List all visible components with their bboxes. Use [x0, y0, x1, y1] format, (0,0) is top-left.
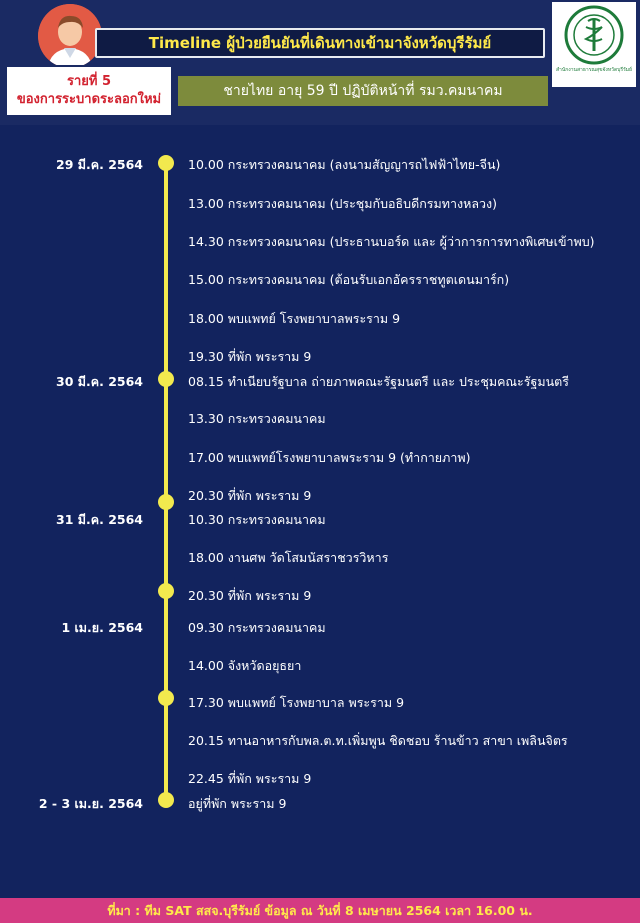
ministry-logo	[552, 2, 636, 87]
public-health-seal-icon	[564, 5, 624, 65]
timeline-event: อยู่ที่พัก พระราม 9	[188, 796, 287, 811]
timeline-dot	[158, 155, 174, 171]
timeline-dot	[158, 792, 174, 808]
page-title: Timeline ผู้ป่วยยืนยันที่เดินทางเข้ามาจังหวัดบุรีรัมย์	[95, 28, 545, 58]
patient-info: ชายไทย อายุ 59 ปี ปฏิบัติหน้าที่ รมว.คมนาคม	[178, 76, 548, 106]
timeline-dot	[158, 371, 174, 387]
timeline-date: 31 มี.ค. 2564	[56, 512, 143, 527]
timeline-line	[164, 162, 168, 802]
timeline-dot	[158, 690, 174, 706]
timeline-event: 17.00 พบแพทย์โรงพยาบาลพระราม 9 (ทำกายภาพ)	[188, 450, 471, 465]
case-badge	[5, 65, 173, 117]
timeline-event: 18.00 งานศพ วัดโสมนัสราชวรวิหาร	[188, 550, 389, 565]
timeline-event: 13.30 กระทรวงคมนาคม	[188, 411, 326, 426]
timeline-event: 20.15 ทานอาหารกับพล.ต.ท.เพิ่มพูน ชิดชอบ ร้านข้าว สาขา เพลินจิตร	[188, 733, 568, 748]
timeline-date: 2 - 3 เม.ย. 2564	[38, 796, 143, 811]
timeline-event: 15.00 กระทรวงคมนาคม (ต้อนรับเอกอัครราชทูตเดนมาร์ก)	[188, 272, 510, 287]
timeline-event: 20.30 ที่พัก พระราม 9	[188, 488, 312, 503]
timeline-event: 09.30 กระทรวงคมนาคม	[188, 620, 326, 635]
timeline-event: 22.45 ที่พัก พระราม 9	[188, 771, 312, 786]
avatar	[38, 4, 102, 68]
timeline-dot	[158, 583, 174, 599]
source-footer: ที่มา : ทีม SAT สสจ.บุรีรัมย์ ข้อมูล ณ วันที่ 8 เมษายน 2564 เวลา 16.00 น.	[0, 898, 640, 923]
timeline-dot	[158, 494, 174, 510]
timeline-event: 14.30 กระทรวงคมนาคม (ประธานบอร์ด และ ผู้ว่าการการทางพิเศษเข้าพบ)	[188, 234, 595, 249]
timeline-event: 19.30 ที่พัก พระราม 9	[188, 349, 312, 364]
timeline-date: 30 มี.ค. 2564	[56, 374, 143, 389]
person-avatar-icon	[38, 4, 102, 68]
logo-caption: สำนักงานสาธารณสุขจังหวัดบุรีรัมย์	[556, 67, 632, 73]
case-subtitle: ของการระบาดระลอกใหม่	[16, 92, 162, 107]
timeline-event: 10.00 กระทรวงคมนาคม (ลงนามสัญญารถไฟฟ้าไทย-จีน)	[188, 157, 501, 172]
timeline-date: 1 เม.ย. 2564	[61, 620, 143, 635]
timeline-date: 29 มี.ค. 2564	[56, 157, 143, 172]
timeline-event: 10.30 กระทรวงคมนาคม	[188, 512, 326, 527]
timeline-event: 08.15 ทำเนียบรัฐบาล ถ่ายภาพคณะรัฐมนตรี และ ประชุมคณะรัฐมนตรี	[188, 374, 569, 389]
timeline-event: 20.30 ที่พัก พระราม 9	[188, 588, 312, 603]
timeline-event: 17.30 พบแพทย์ โรงพยาบาล พระราม 9	[188, 695, 405, 710]
timeline-event: 13.00 กระทรวงคมนาคม (ประชุมกับอธิบดีกรมทางหลวง)	[188, 196, 498, 211]
case-number: รายที่ 5	[66, 74, 112, 89]
timeline-event: 14.00 จังหวัดอยุธยา	[188, 658, 302, 673]
timeline-event: 18.00 พบแพทย์ โรงพยาบาลพระราม 9	[188, 311, 401, 326]
